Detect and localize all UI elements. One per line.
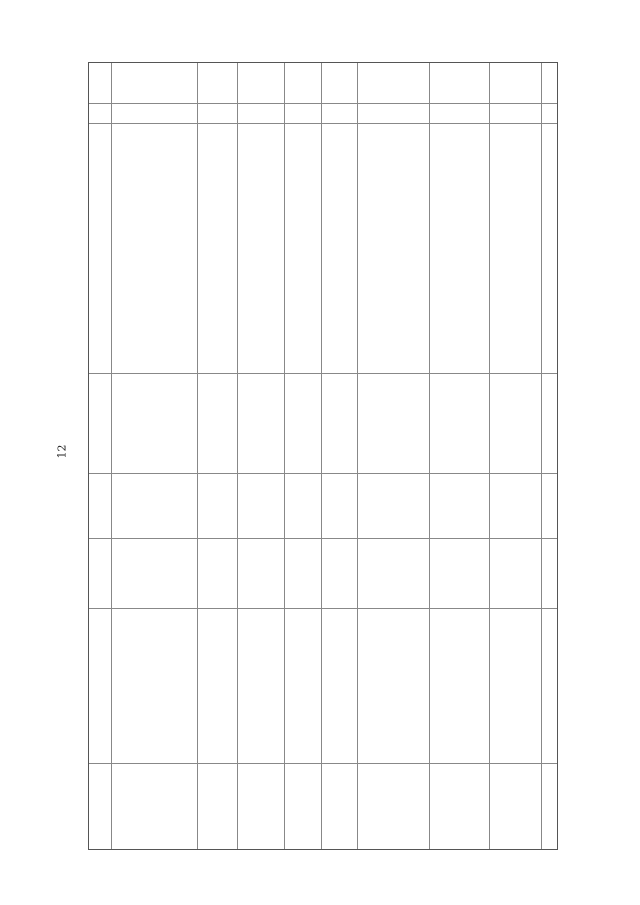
data-table [88, 62, 558, 850]
row-divider-9 [541, 63, 542, 849]
row-divider-3 [237, 63, 238, 849]
section-divider-e [89, 763, 557, 764]
row-divider-1 [111, 63, 112, 849]
page-number: 12 [55, 444, 69, 459]
row-divider-8 [489, 63, 490, 849]
section-divider-d [89, 608, 557, 609]
row-divider-6 [357, 63, 358, 849]
header-band-divider-2 [89, 123, 557, 124]
row-divider-4 [284, 63, 285, 849]
row-divider-7 [429, 63, 430, 849]
row-divider-5 [321, 63, 322, 849]
section-divider-b [89, 473, 557, 474]
section-divider-a [89, 373, 557, 374]
header-band-divider-1 [89, 103, 557, 104]
row-divider-2 [197, 63, 198, 849]
section-divider-c [89, 538, 557, 539]
